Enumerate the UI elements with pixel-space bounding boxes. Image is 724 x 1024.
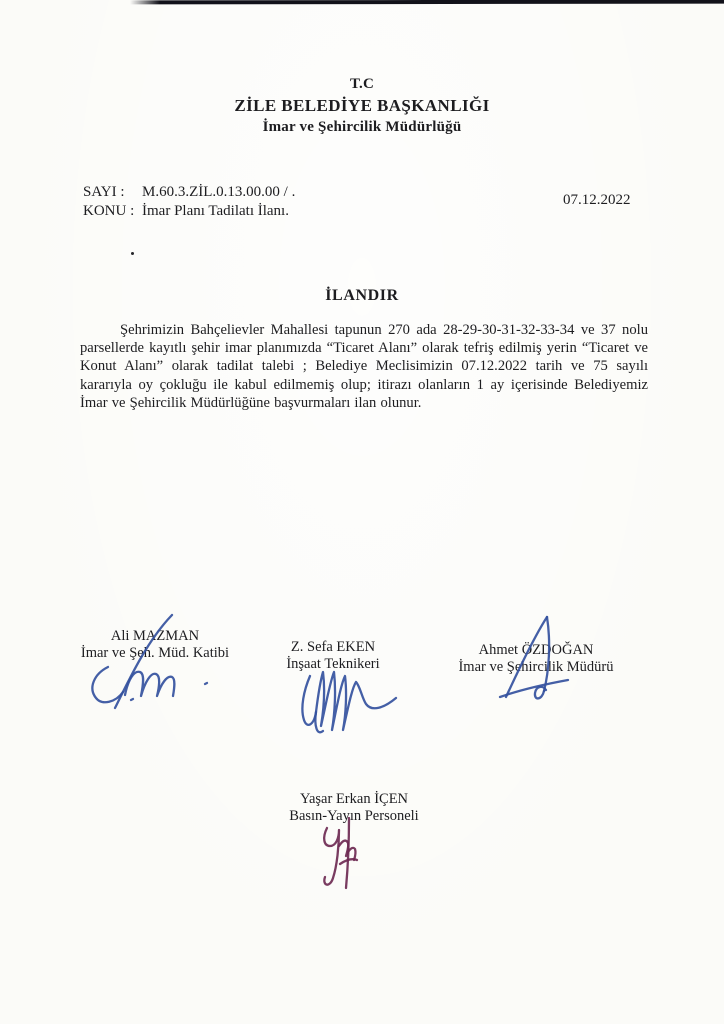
ink-stroke [315,712,323,732]
konu-value: İmar Planı Tadilatı İlanı. [142,203,289,219]
ink-stroke [535,687,546,699]
ink-stroke [500,680,568,697]
signature-ink-mazman [88,612,210,712]
signature-ink-icen [318,816,366,892]
letterhead-municipality: ZİLE BELEDİYE BAŞKANLIĞI [234,96,490,115]
ink-stroke [125,672,174,696]
letterhead-state: T.C [349,76,375,92]
ink-stroke [302,672,396,730]
signer-title: İmar ve Şehircilik Müdürü [458,658,614,675]
signer-title: Basın-Yayın Personeli [289,807,419,824]
signature-block-katip [75,628,235,661]
signer-name: Yaşar Erkan İÇEN [299,791,409,807]
announcement-paragraph: Şehrimizin Bahçelievler Mahallesi tapunun 270 ada 28-29-30-31-32-33-34 ve 37 nolu parsellerde kayıtlı şehir imar planımızda “Ticaret Alanı” olarak tefriş edilmiş yerin “Ticaret ve Konut Alanı” olarak tadilat talebi ; Belediye Meclisimizin 07.12.2022 tarih ve 75 sayılı kararıyla oy çokluğu ile kabul edilmemiş olup; itirazı olanların 1 ay içerisinde Belediyemiz İmar ve Şehircilik Müdürlüğüne başvurmaları ilan olunur. [80,322,648,411]
sayi-value: M.60.3.ZİL.0.13.00.00 / . [142,184,296,200]
meta-row-sayi [83,184,295,201]
ink-stroke [340,859,357,864]
ink-stroke [205,683,207,684]
document-date: 07.12.2022 [563,192,631,208]
announcement-heading: İLANDIR [325,287,399,304]
letterhead [0,76,724,136]
signature-block-tekniker [278,639,388,672]
ink-stroke [131,699,133,700]
ink-stroke [92,667,123,702]
signer-name: Ali MAZMAN [110,628,200,644]
signer-title: İnşaat Teknikeri [286,655,380,672]
ink-stroke [346,818,349,888]
konu-label: KONU : [83,203,135,219]
signature-ink-eken [296,668,400,736]
meta-row-konu [83,203,295,220]
scan-artifact-top-edge [130,0,724,4]
sayi-label: SAYI : [83,184,125,200]
ink-stroke [339,841,355,860]
document-meta [83,184,295,222]
signer-title: İmar ve Şeh. Müd. Katibi [80,644,230,661]
signature-block-mudur [450,642,622,675]
letterhead-department: İmar ve Şehircilik Müdürlüğü [262,119,462,135]
ink-stroke [324,828,339,885]
signature-block-basin [268,791,440,824]
signer-name: Z. Sefa EKEN [290,639,376,655]
scan-artifact-dot [131,252,134,255]
signer-name: Ahmet ÖZDOĞAN [478,642,594,658]
